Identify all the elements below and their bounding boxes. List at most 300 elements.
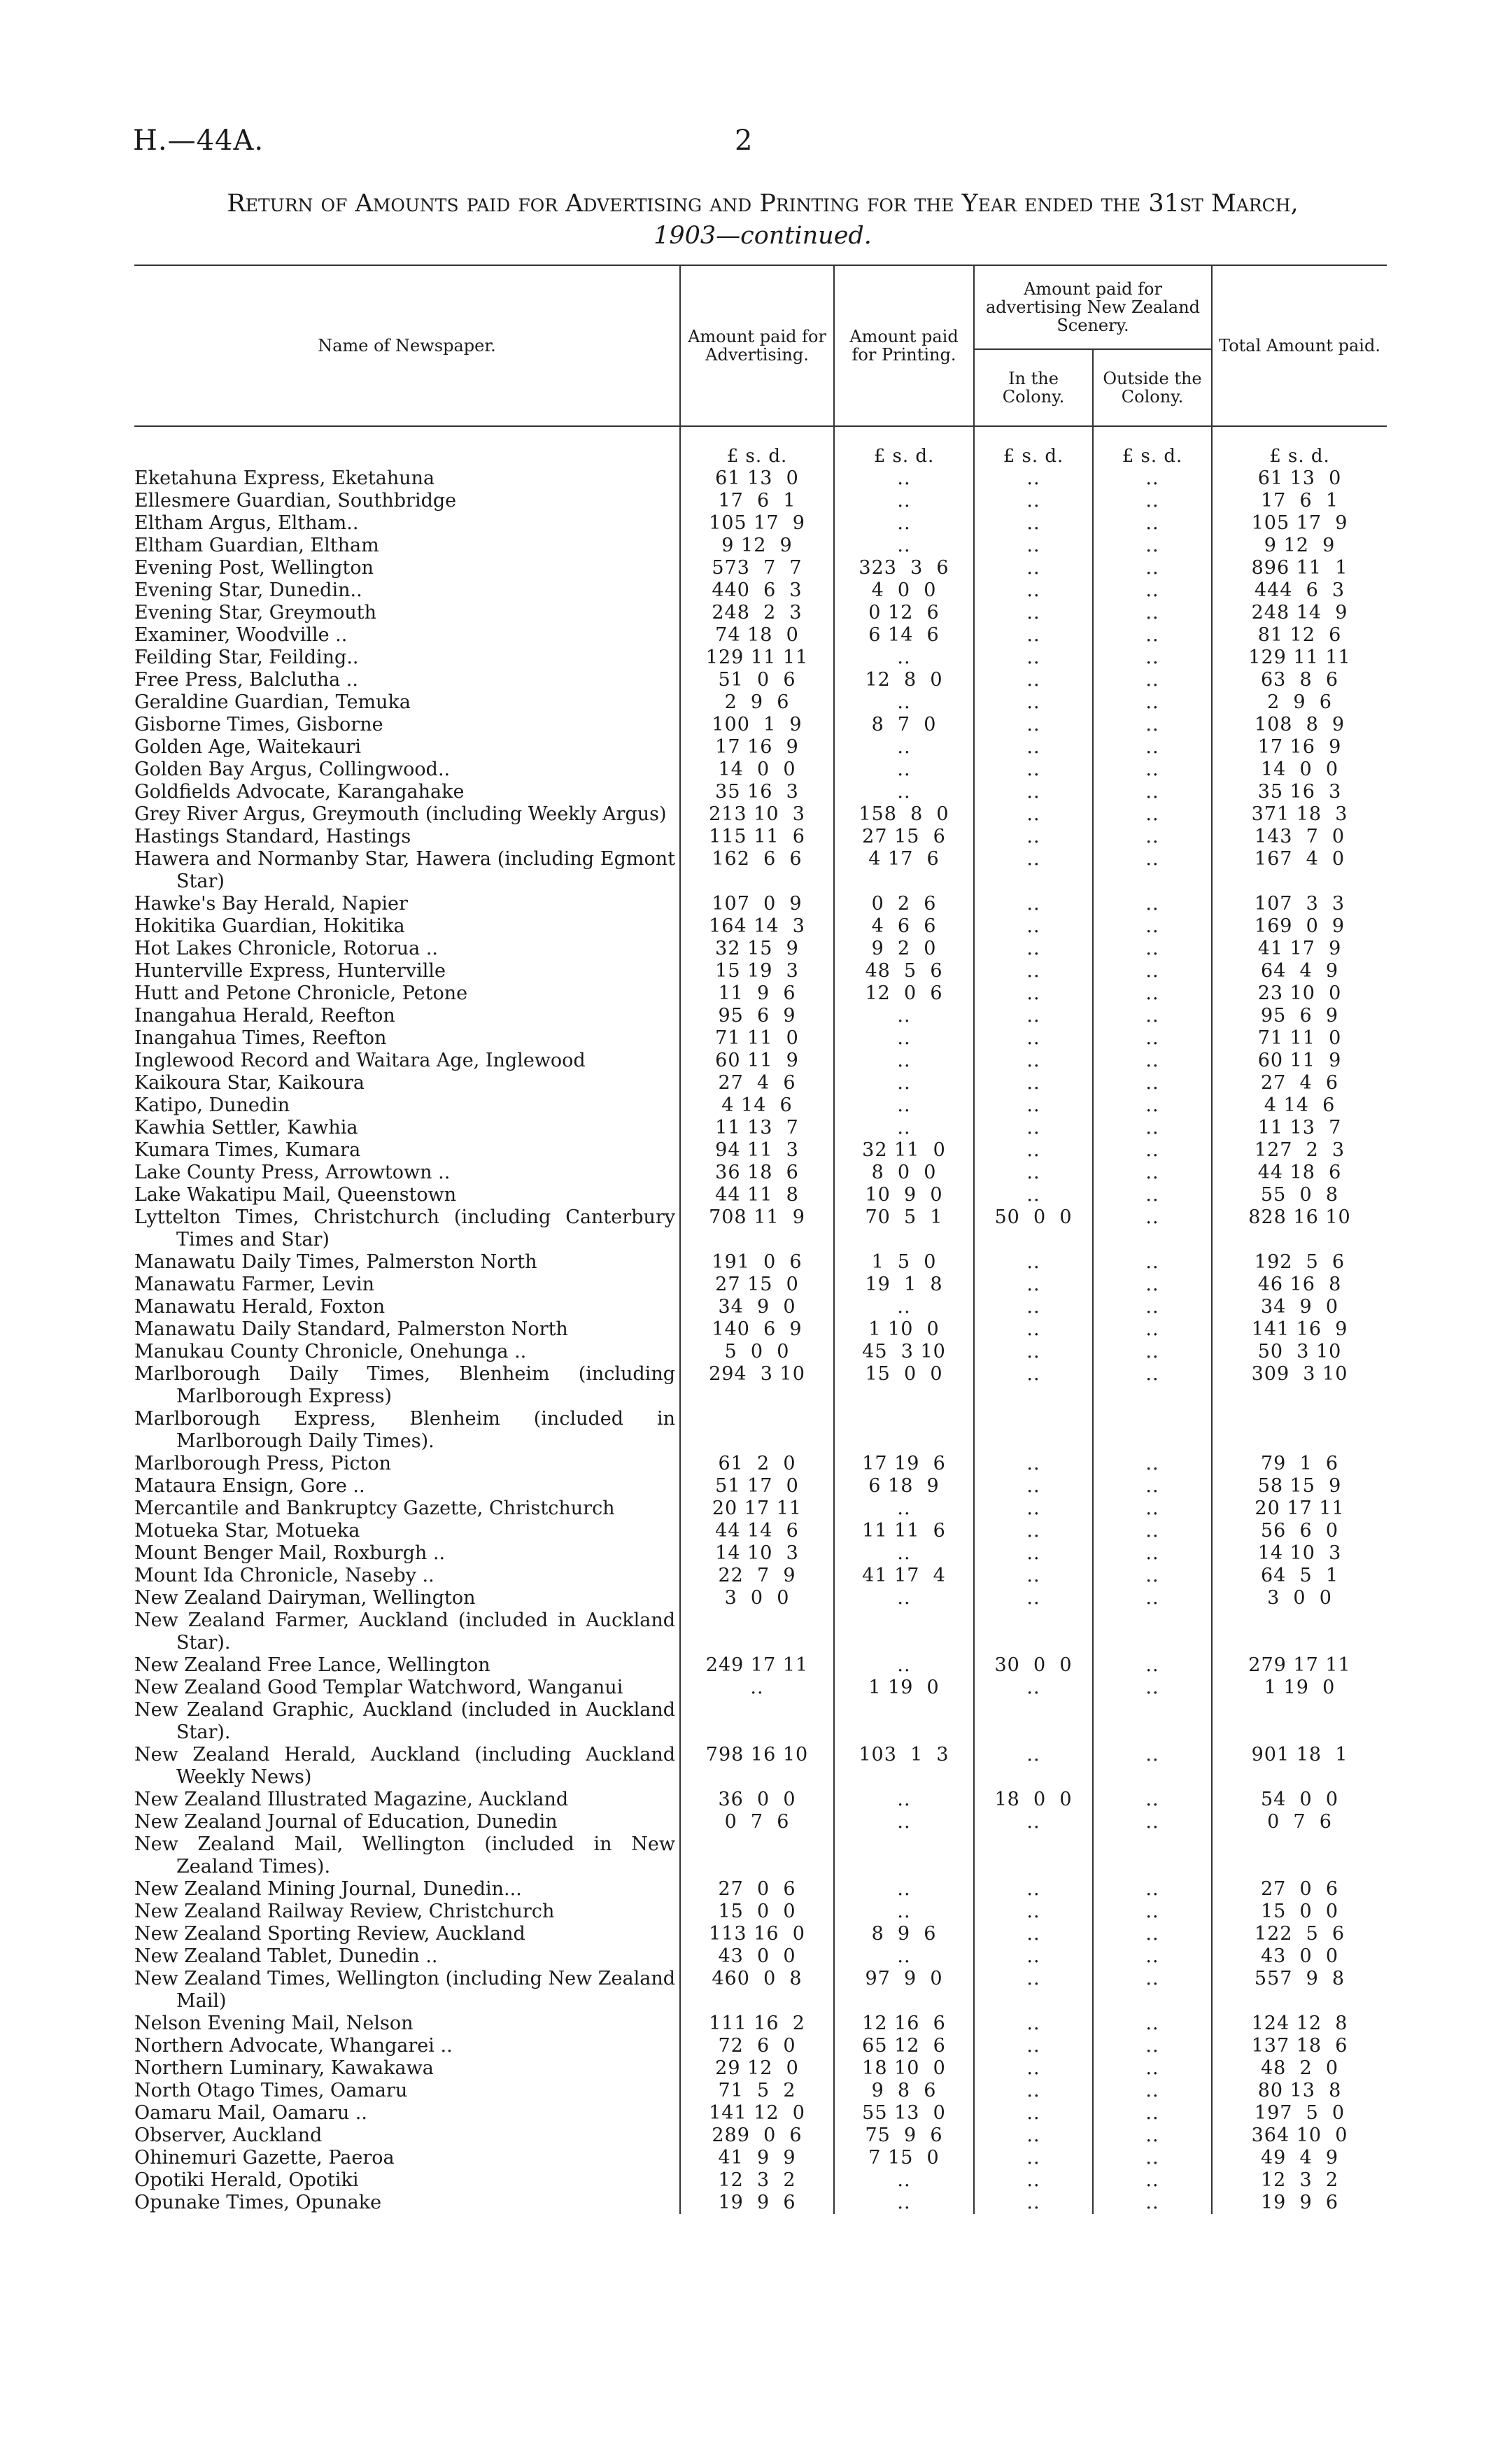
row-in-colony: .. [974, 2169, 1093, 2192]
row-outside-colony: .. [1093, 1050, 1212, 1072]
row-total: 364 10 0 [1212, 2125, 1387, 2147]
table-row [134, 915, 1387, 938]
row-newspaper-name: Manawatu Daily Times, Palmerston North [134, 1251, 537, 1273]
row-printing: 48 5 6 [834, 960, 974, 982]
row-in-colony: .. [974, 982, 1093, 1005]
row-total: 1 19 0 [1212, 1677, 1387, 1699]
row-outside-colony: .. [1093, 1968, 1212, 2013]
row-printing: .. [834, 1094, 974, 1117]
row-in-colony: .. [974, 1050, 1093, 1072]
row-in-colony: .. [974, 2102, 1093, 2125]
row-total [1212, 1609, 1387, 1654]
row-in-colony: .. [974, 893, 1093, 915]
row-total: 56 6 0 [1212, 1520, 1387, 1542]
row-total: 95 6 9 [1212, 1005, 1387, 1027]
row-advertising: 107 0 9 [680, 893, 834, 915]
row-total: 192 5 6 [1212, 1251, 1387, 1274]
row-advertising: .. [680, 1677, 834, 1699]
row-total: 43 0 0 [1212, 1945, 1387, 1968]
row-in-colony: .. [974, 736, 1093, 759]
row-printing [834, 1833, 974, 1878]
row-advertising: 36 0 0 [680, 1789, 834, 1811]
row-in-colony [974, 1699, 1093, 1744]
row-outside-colony: .. [1093, 1318, 1212, 1341]
row-printing: 8 0 0 [834, 1162, 974, 1184]
row-total: 23 10 0 [1212, 982, 1387, 1005]
table-row [134, 2192, 1387, 2214]
row-newspaper-name: Mataura Ensign, Gore .. [134, 1475, 365, 1497]
header-in-colony: In the Colony. [974, 349, 1093, 426]
row-printing: 12 16 6 [834, 2013, 974, 2035]
table-row [134, 691, 1387, 714]
row-newspaper-name: Lake County Press, Arrowtown .. [134, 1162, 451, 1183]
row-outside-colony: .. [1093, 1341, 1212, 1363]
table-row [134, 579, 1387, 602]
row-outside-colony: .. [1093, 647, 1212, 669]
row-newspaper-name: New Zealand Tablet, Dunedin .. [134, 1945, 438, 1967]
row-advertising: 17 6 1 [680, 490, 834, 512]
row-outside-colony: .. [1093, 2125, 1212, 2147]
row-outside-colony: .. [1093, 624, 1212, 647]
row-total: 12 3 2 [1212, 2169, 1387, 2192]
units-adv: £ s. d. [680, 426, 834, 467]
row-newspaper-name: New Zealand Free Lance, Wellington [134, 1654, 490, 1676]
table-row [134, 1050, 1387, 1072]
row-advertising: 460 0 8 [680, 1968, 834, 2013]
row-advertising: 22 7 9 [680, 1565, 834, 1587]
row-outside-colony: .. [1093, 2192, 1212, 2214]
table-row [134, 803, 1387, 826]
row-total: 0 7 6 [1212, 1811, 1387, 1833]
table-body [134, 426, 1387, 2214]
row-advertising: 36 18 6 [680, 1162, 834, 1184]
row-advertising: 15 19 3 [680, 960, 834, 982]
row-outside-colony: .. [1093, 1945, 1212, 1968]
table-row [134, 982, 1387, 1005]
table-row [134, 1184, 1387, 1206]
row-total: 137 18 6 [1212, 2035, 1387, 2057]
row-in-colony: .. [974, 1139, 1093, 1162]
row-total: 107 3 3 [1212, 893, 1387, 915]
row-outside-colony: .. [1093, 1251, 1212, 1274]
row-total: 55 0 8 [1212, 1184, 1387, 1206]
table-row [134, 1117, 1387, 1139]
row-in-colony [974, 1609, 1093, 1654]
row-printing: 4 0 0 [834, 579, 974, 602]
row-newspaper-name: Mercantile and Bankruptcy Gazette, Christchurch [134, 1498, 615, 1519]
row-total: 79 1 6 [1212, 1453, 1387, 1475]
row-printing: .. [834, 1027, 974, 1050]
row-advertising: 11 13 7 [680, 1117, 834, 1139]
row-in-colony: .. [974, 1565, 1093, 1587]
row-total: 35 16 3 [1212, 781, 1387, 803]
row-total: 48 2 0 [1212, 2057, 1387, 2080]
row-outside-colony: .. [1093, 960, 1212, 982]
row-total: 54 0 0 [1212, 1789, 1387, 1811]
table-row [134, 2147, 1387, 2169]
table-row [134, 1072, 1387, 1094]
table-row [134, 1094, 1387, 1117]
row-total [1212, 1699, 1387, 1744]
table-row [134, 1878, 1387, 1901]
table-row [134, 1923, 1387, 1945]
row-printing: 103 1 3 [834, 1744, 974, 1789]
row-printing: 12 0 6 [834, 982, 974, 1005]
row-in-colony: .. [974, 1520, 1093, 1542]
table-row [134, 490, 1387, 512]
row-printing: .. [834, 490, 974, 512]
title-line-2 [133, 220, 1392, 252]
row-outside-colony: .. [1093, 1587, 1212, 1609]
row-outside-colony: .. [1093, 982, 1212, 1005]
row-outside-colony: .. [1093, 1878, 1212, 1901]
row-printing: .. [834, 691, 974, 714]
row-in-colony: .. [974, 1027, 1093, 1050]
row-printing: .. [834, 1498, 974, 1520]
row-advertising [680, 1699, 834, 1744]
row-in-colony: .. [974, 624, 1093, 647]
row-outside-colony: .. [1093, 1162, 1212, 1184]
header-total: Total Amount paid. [1212, 265, 1387, 426]
row-printing: 9 8 6 [834, 2080, 974, 2102]
row-outside-colony: .. [1093, 1139, 1212, 1162]
table-row [134, 2035, 1387, 2057]
row-advertising: 164 14 3 [680, 915, 834, 938]
row-advertising: 4 14 6 [680, 1094, 834, 1117]
row-total: 71 11 0 [1212, 1027, 1387, 1050]
row-total: 20 17 11 [1212, 1498, 1387, 1520]
row-in-colony: .. [974, 1117, 1093, 1139]
table-row [134, 714, 1387, 736]
row-outside-colony: .. [1093, 848, 1212, 893]
document-title [133, 188, 1392, 252]
row-newspaper-name: Inglewood Record and Waitara Age, Inglewood [134, 1050, 586, 1071]
row-total: 46 16 8 [1212, 1274, 1387, 1296]
table-row [134, 1162, 1387, 1184]
row-advertising: 61 13 0 [680, 467, 834, 490]
row-printing: 12 8 0 [834, 669, 974, 691]
header-outside-colony: Outside the Colony. [1093, 349, 1212, 426]
row-printing: .. [834, 1072, 974, 1094]
row-newspaper-name: Evening Post, Wellington [134, 557, 374, 579]
row-advertising: 32 15 9 [680, 938, 834, 960]
row-in-colony: .. [974, 759, 1093, 781]
row-printing: 9 2 0 [834, 938, 974, 960]
row-printing: 158 8 0 [834, 803, 974, 826]
row-in-colony: .. [974, 2035, 1093, 2057]
table-row [134, 1341, 1387, 1363]
row-total: 197 5 0 [1212, 2102, 1387, 2125]
row-in-colony: .. [974, 1968, 1093, 2013]
table-row [134, 467, 1387, 490]
document-reference: H.—44A. [133, 125, 264, 157]
table-row [134, 1318, 1387, 1341]
row-total: 248 14 9 [1212, 602, 1387, 624]
row-total: 896 11 1 [1212, 557, 1387, 579]
row-total: 828 16 10 [1212, 1206, 1387, 1251]
row-in-colony: .. [974, 467, 1093, 490]
row-printing: .. [834, 1117, 974, 1139]
row-printing: .. [834, 1587, 974, 1609]
row-total: 19 9 6 [1212, 2192, 1387, 2214]
row-total: 557 9 8 [1212, 1968, 1387, 2013]
table-row [134, 1206, 1387, 1251]
row-advertising: 17 16 9 [680, 736, 834, 759]
row-printing: 45 3 10 [834, 1341, 974, 1363]
row-advertising: 573 7 7 [680, 557, 834, 579]
row-total: 11 13 7 [1212, 1117, 1387, 1139]
row-printing: .. [834, 1050, 974, 1072]
row-printing: .. [834, 535, 974, 557]
units-pri: £ s. d. [834, 426, 974, 467]
row-advertising: 12 3 2 [680, 2169, 834, 2192]
row-newspaper-name: Marlborough Press, Picton [134, 1453, 391, 1474]
row-in-colony: 50 0 0 [974, 1206, 1093, 1251]
table-row [134, 647, 1387, 669]
row-printing: 17 19 6 [834, 1453, 974, 1475]
table-row [134, 938, 1387, 960]
row-in-colony: .. [974, 1475, 1093, 1498]
row-outside-colony: .. [1093, 557, 1212, 579]
row-total: 80 13 8 [1212, 2080, 1387, 2102]
table-row [134, 1968, 1387, 2013]
row-newspaper-name: Northern Advocate, Whangarei .. [134, 2035, 453, 2057]
row-total: 17 16 9 [1212, 736, 1387, 759]
row-newspaper-name: Grey River Argus, Greymouth (including Weekly Argus) [134, 803, 667, 825]
row-printing: 75 9 6 [834, 2125, 974, 2147]
row-advertising: 94 11 3 [680, 1139, 834, 1162]
row-advertising: 95 6 9 [680, 1005, 834, 1027]
row-newspaper-name: Manawatu Farmer, Levin [134, 1274, 375, 1295]
header-advertising: Amount paid for Advertising. [680, 265, 834, 426]
row-newspaper-name: Northern Luminary, Kawakawa [134, 2057, 434, 2079]
row-outside-colony: .. [1093, 1296, 1212, 1318]
row-newspaper-name: Katipo, Dunedin [134, 1094, 290, 1116]
row-advertising: 35 16 3 [680, 781, 834, 803]
table-row [134, 2102, 1387, 2125]
row-advertising: 294 3 10 [680, 1363, 834, 1408]
row-outside-colony: .. [1093, 1498, 1212, 1520]
row-newspaper-name: Lake Wakatipu Mail, Queenstown [134, 1184, 457, 1206]
row-outside-colony: .. [1093, 781, 1212, 803]
row-advertising: 798 16 10 [680, 1744, 834, 1789]
row-printing [834, 1609, 974, 1654]
row-newspaper-name: Mount Benger Mail, Roxburgh .. [134, 1542, 446, 1564]
row-total: 9 12 9 [1212, 535, 1387, 557]
table-row [134, 2057, 1387, 2080]
row-printing: .. [834, 1654, 974, 1677]
row-newspaper-name: Manawatu Herald, Foxton [134, 1296, 386, 1318]
row-in-colony: .. [974, 803, 1093, 826]
row-total: 143 7 0 [1212, 826, 1387, 848]
row-advertising: 111 16 2 [680, 2013, 834, 2035]
row-advertising: 440 6 3 [680, 579, 834, 602]
row-printing: 1 19 0 [834, 1677, 974, 1699]
row-advertising [680, 1833, 834, 1878]
table-row [134, 1475, 1387, 1498]
table-row [134, 1139, 1387, 1162]
table-row [134, 1296, 1387, 1318]
row-printing: 27 15 6 [834, 826, 974, 848]
row-in-colony: .. [974, 1341, 1093, 1363]
row-advertising: 248 2 3 [680, 602, 834, 624]
row-total: 63 8 6 [1212, 669, 1387, 691]
row-in-colony: 18 0 0 [974, 1789, 1093, 1811]
row-total: 108 8 9 [1212, 714, 1387, 736]
row-newspaper-name: Hot Lakes Chronicle, Rotorua .. [134, 938, 439, 959]
table-row [134, 1520, 1387, 1542]
table-row [134, 1005, 1387, 1027]
table-row [134, 2125, 1387, 2147]
header-printing: Amount paid for Printing. [834, 265, 974, 426]
row-outside-colony: .. [1093, 2035, 1212, 2057]
row-total: 14 0 0 [1212, 759, 1387, 781]
row-advertising: 100 1 9 [680, 714, 834, 736]
title-line-1: Return of Amounts paid for Advertising and Printing for the Year ended the 31st March, [227, 190, 1299, 218]
row-newspaper-name: Golden Bay Argus, Collingwood.. [134, 759, 451, 780]
row-newspaper-name: Hawera and Normanby Star, Hawera (including Egmont Star) [134, 848, 675, 892]
row-in-colony: .. [974, 2013, 1093, 2035]
row-printing: .. [834, 1296, 974, 1318]
table-row [134, 1498, 1387, 1520]
row-in-colony: .. [974, 781, 1093, 803]
row-total: 27 0 6 [1212, 1878, 1387, 1901]
row-in-colony: .. [974, 1274, 1093, 1296]
row-newspaper-name: New Zealand Times, Wellington (including New Zealand Mail) [134, 1968, 675, 2012]
row-advertising: 27 0 6 [680, 1878, 834, 1901]
row-newspaper-name: New Zealand Farmer, Auckland (included in Auckland Star). [134, 1609, 675, 1654]
row-total: 124 12 8 [1212, 2013, 1387, 2035]
table-row [134, 1587, 1387, 1609]
table-row [134, 1744, 1387, 1789]
row-newspaper-name: Marlborough Express, Blenheim (included in Marlborough Daily Times). [134, 1408, 675, 1452]
row-outside-colony: .. [1093, 1542, 1212, 1565]
table-row [134, 759, 1387, 781]
row-printing: .. [834, 2169, 974, 2192]
row-outside-colony: .. [1093, 826, 1212, 848]
row-newspaper-name: New Zealand Railway Review, Christchurch [134, 1901, 555, 1922]
row-in-colony: .. [974, 1542, 1093, 1565]
table-row [134, 960, 1387, 982]
row-advertising: 27 15 0 [680, 1274, 834, 1296]
row-in-colony: .. [974, 1162, 1093, 1184]
header-scenery-group: Amount paid for advertising New Zealand Scenery. [974, 265, 1212, 349]
table-row [134, 1363, 1387, 1408]
row-printing [834, 1408, 974, 1453]
row-printing: 4 17 6 [834, 848, 974, 893]
row-outside-colony: .. [1093, 490, 1212, 512]
row-newspaper-name: Lyttelton Times, Christchurch (including Canterbury Times and Star) [134, 1206, 675, 1250]
row-outside-colony: .. [1093, 691, 1212, 714]
table-row [134, 1654, 1387, 1677]
row-outside-colony: .. [1093, 602, 1212, 624]
row-total: 58 15 9 [1212, 1475, 1387, 1498]
row-newspaper-name: Marlborough Daily Times, Blenheim (including Marlborough Express) [134, 1363, 675, 1407]
units-row [134, 426, 1387, 467]
row-advertising: 5 0 0 [680, 1341, 834, 1363]
row-newspaper-name: Free Press, Balclutha .. [134, 669, 358, 691]
row-in-colony: .. [974, 848, 1093, 893]
row-printing: 8 9 6 [834, 1923, 974, 1945]
row-printing: 6 18 9 [834, 1475, 974, 1498]
row-newspaper-name: Hastings Standard, Hastings [134, 826, 411, 847]
row-newspaper-name: Manukau County Chronicle, Onehunga .. [134, 1341, 527, 1362]
row-newspaper-name: New Zealand Sporting Review, Auckland [134, 1923, 525, 1945]
row-total: 64 5 1 [1212, 1565, 1387, 1587]
row-in-colony: .. [974, 2125, 1093, 2147]
row-in-colony: .. [974, 2192, 1093, 2214]
row-in-colony: .. [974, 691, 1093, 714]
row-advertising: 44 11 8 [680, 1184, 834, 1206]
row-outside-colony: .. [1093, 1901, 1212, 1923]
table-row [134, 1408, 1387, 1453]
row-in-colony: .. [974, 490, 1093, 512]
row-outside-colony [1093, 1609, 1212, 1654]
row-total: 44 18 6 [1212, 1162, 1387, 1184]
row-advertising: 105 17 9 [680, 512, 834, 535]
row-outside-colony: .. [1093, 1005, 1212, 1027]
row-printing: .. [834, 1542, 974, 1565]
row-newspaper-name: New Zealand Dairyman, Wellington [134, 1587, 476, 1609]
row-in-colony: .. [974, 1251, 1093, 1274]
row-newspaper-name: New Zealand Good Templar Watchword, Wanganui [134, 1677, 623, 1698]
row-total: 444 6 3 [1212, 579, 1387, 602]
row-printing: .. [834, 781, 974, 803]
row-outside-colony: .. [1093, 2057, 1212, 2080]
row-newspaper-name: New Zealand Mining Journal, Dunedin... [134, 1878, 522, 1900]
row-printing: .. [834, 2192, 974, 2214]
row-printing: 8 7 0 [834, 714, 974, 736]
row-total: 64 4 9 [1212, 960, 1387, 982]
units-tot: £ s. d. [1212, 426, 1387, 467]
row-advertising: 41 9 9 [680, 2147, 834, 2169]
row-advertising: 19 9 6 [680, 2192, 834, 2214]
row-newspaper-name: Kawhia Settler, Kawhia [134, 1117, 358, 1139]
table-row [134, 1542, 1387, 1565]
row-outside-colony: .. [1093, 669, 1212, 691]
row-total [1212, 1408, 1387, 1453]
row-printing: .. [834, 759, 974, 781]
row-printing: 1 10 0 [834, 1318, 974, 1341]
table-row [134, 2169, 1387, 2192]
table-row [134, 826, 1387, 848]
row-printing: .. [834, 1005, 974, 1027]
row-total: 141 16 9 [1212, 1318, 1387, 1341]
row-newspaper-name: Inangahua Times, Reefton [134, 1027, 387, 1049]
row-advertising: 27 4 6 [680, 1072, 834, 1094]
table-row [134, 1833, 1387, 1878]
row-outside-colony: .. [1093, 893, 1212, 915]
row-outside-colony: .. [1093, 1072, 1212, 1094]
row-in-colony: .. [974, 2057, 1093, 2080]
row-total: 49 4 9 [1212, 2147, 1387, 2169]
row-printing: 19 1 8 [834, 1274, 974, 1296]
row-total: 167 4 0 [1212, 848, 1387, 893]
row-newspaper-name: New Zealand Journal of Education, Dunedin [134, 1811, 558, 1833]
table-row [134, 848, 1387, 893]
row-newspaper-name: Ellesmere Guardian, Southbridge [134, 490, 457, 512]
table-row [134, 557, 1387, 579]
row-in-colony: .. [974, 1677, 1093, 1699]
table-row [134, 624, 1387, 647]
row-in-colony: .. [974, 535, 1093, 557]
row-printing: 65 12 6 [834, 2035, 974, 2057]
table-row [134, 1811, 1387, 1833]
row-advertising: 3 0 0 [680, 1587, 834, 1609]
row-in-colony: .. [974, 938, 1093, 960]
row-outside-colony: .. [1093, 1811, 1212, 1833]
row-in-colony: .. [974, 647, 1093, 669]
